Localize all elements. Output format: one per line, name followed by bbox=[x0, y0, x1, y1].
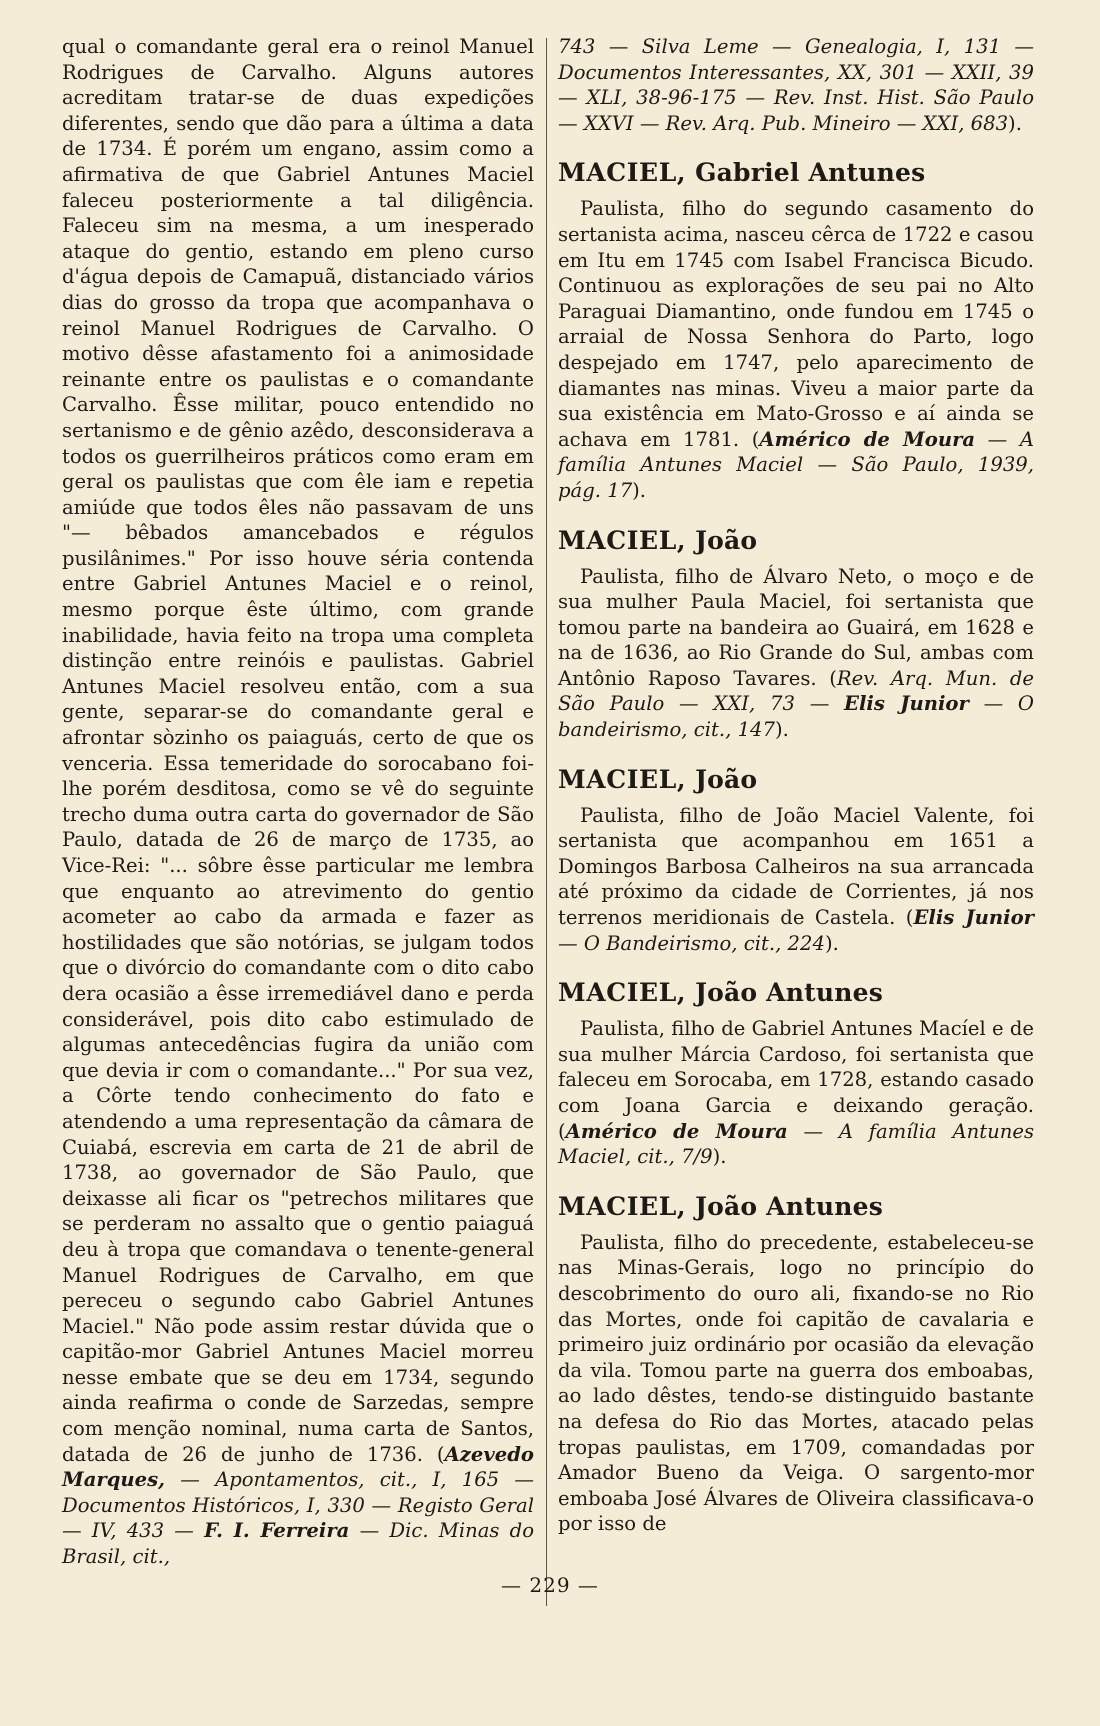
citation-author: Azevedo Marques, bbox=[62, 1442, 534, 1492]
continuation-end: ). bbox=[1008, 111, 1022, 135]
column-divider bbox=[546, 38, 547, 1606]
left-column-text bbox=[62, 34, 534, 1570]
entry-joao-antunes-2 bbox=[558, 1192, 1034, 1537]
citation-author: Américo de Moura bbox=[565, 1119, 788, 1143]
entry-given-name: Gabriel Antunes bbox=[686, 158, 926, 188]
citation-text: — O Bandeirismo, cit., 224 bbox=[558, 931, 825, 955]
entry-text: Paulista, filho de Álvaro Neto, o moço e de sua mulher Paula Maciel, foi sertanista que tomou parte na bandeira ao Guairá, em 1628 e na de 1636, ao Rio Grande do Sul, ambas com Antônio Raposo Tavares. ( bbox=[558, 564, 1034, 690]
citation-end: ). bbox=[632, 478, 647, 502]
entry-text: Paulista, filho do precedente, estabeleceu-se nas Minas-Gerais, logo no princípio do descobrimento do ouro ali, fixando-se no Rio das Mortes, onde foi capitão de cavalaria e primeiro juiz ordinário por ocasião da elevação da vila. Tomou parte na guerra dos emboabas, ao lado dêstes, tendo-se distinguido bastante na defesa do Rio das Mortes, atacado pelas tropas paulistas, em 1709, comandadas por Amador Bueno da Veiga. O sargento-mor emboaba José Álvares de Oliveira classificava-o por isso de bbox=[558, 1230, 1034, 1536]
entry-body bbox=[558, 803, 1034, 957]
entry-heading bbox=[558, 526, 1034, 556]
citation-text: — Dic. Minas do Brasil, cit., bbox=[62, 1519, 534, 1569]
entry-gabriel-antunes bbox=[558, 158, 1034, 503]
entry-surname: MACIEL, bbox=[558, 158, 687, 188]
entry-heading bbox=[558, 158, 1034, 188]
citation-author: F. I. Ferreira bbox=[204, 1519, 350, 1543]
citation-continuation bbox=[558, 34, 1034, 136]
entry-surname: MACIEL, bbox=[558, 978, 687, 1008]
entry-citation bbox=[558, 1120, 1034, 1169]
entry-body bbox=[558, 1016, 1034, 1170]
continuation-citation: 743 — Silva Leme — Genealogia, I, 131 — Documentos Interessantes, XX, 301 — XXII, 39 — XLI, 38-96-175 — Rev. Inst. Hist. São Paulo — XXVI — Rev. Arq. Pub. Mineiro — XXI, 683 bbox=[558, 35, 1034, 135]
entry-surname: MACIEL, bbox=[558, 764, 687, 794]
citation-end: ). bbox=[712, 1145, 727, 1169]
citation-end: ). bbox=[774, 718, 789, 742]
entry-heading bbox=[558, 1192, 1034, 1222]
citation-text: — O bandeirismo, cit., 147 bbox=[558, 692, 1034, 742]
entry-text: Paulista, filho de João Maciel Valente, foi sertanista que acompanhou em 1651 a Domingos Barbosa Calheiros na sua arrancada até próximo da cidade de Corrientes, já nos terrenos meridionais de Castela. ( bbox=[558, 803, 1034, 930]
citation-text: — A família Antunes Maciel, cit., 7/9 bbox=[558, 1119, 1035, 1169]
citation-text: Rev. Arq. Mun. de São Paulo — XXI, 73 — bbox=[558, 666, 1034, 716]
citation-text: — A família Antunes Maciel — São Paulo, 1939, pág. 17 bbox=[558, 427, 1035, 502]
entry-given-name: João bbox=[686, 525, 758, 555]
citation-text: — Apontamentos, cit., I, 165 — Documentos Históricos, I, 330 — Registo Geral — IV, 433 — bbox=[62, 1468, 534, 1543]
entry-heading bbox=[558, 765, 1034, 795]
entry-body bbox=[558, 1230, 1034, 1537]
entry-joao-1 bbox=[558, 526, 1034, 743]
entry-text: Paulista, filho de Gabriel Antunes Macíel e de sua mulher Márcia Cardoso, foi sertanista que faleceu em Sorocaba, em 1728, estando casado com Joana Garcia e deixando geração. ( bbox=[558, 1017, 1034, 1143]
left-body-text: qual o comandante geral era o reinol Manuel Rodrigues de Carvalho. Alguns autores acreditam tratar-se de duas expedições diferentes, sendo que dão para a última a data de 1734. É porém um engano, assim como a afirmativa de que Gabriel Antunes Maciel faleceu posteriormente a tal diligência. Faleceu sim na mesma, a um inesperado ataque do gentio, estando em pleno curso d'água depois de Camapuã, distanciado vários dias do grosso da tropa que acompanhava o reinol Manuel Rodrigues de Carvalho. O motivo dêsse afastamento foi a animosidade reinante entre os paulistas e o comandante Carvalho. Êsse militar, pouco entendido no sertanismo e de gênio azêdo, desconsiderava a todos os guerrilheiros práticos como eram em geral os paulistas que com êle iam e repetia amiúde que todos êles não passavam de uns "— bêbados amancebados e régulos pusilânimes." Por isso houve séria contenda entre Gabriel Antunes Maciel e o reinol, mesmo porque êste último, com grande inabilidade, havia feito na tropa uma completa distinção entre reinóis e paulistas. Gabriel Antunes Maciel resolveu então, com a sua gente, separar-se do comandante geral e afrontar sòzinho os paiaguás, certo de que os venceria. Essa temeridade do sorocabano foi-lhe porém desditosa, como se vê do seguinte trecho duma outra carta do governador de São Paulo, datada de 26 de março de 1735, ao Vice-Rei: "... sôbre êsse particular me lembra que enquanto ao atrevimento do gentio acometer ao cabo da armada e fazer as hostilidades que são notórias, se julgam todos que o divórcio do comandante com o dito cabo dera ocasião a êsse irremediável dano e perda considerável, pois dito cabo estimulado de algumas antecedências fugira da união com que devia ir com o comandante..." Por sua vez, a Côrte tendo conhecimento do fato e atendendo a uma representação da câmara de Cuiabá, escrevia em carta de 21 de abril de 1738, ao governador de São Paulo, que deixasse ali ficar os "petrechos militares que se perderam no assalto que o gentio paiaguá deu à tropa que comandava o tenente-general Manuel Rodrigues de Carvalho, em que pereceu o segundo cabo Gabriel Antunes Maciel." Não pode assim restar dúvida que o capitão-mor Gabriel Antunes Maciel morreu nesse embate que se deu em 1734, segundo ainda reafirma o conde de Sarzedas, sempre com menção nominal, numa carta de Santos, datada de 26 de junho de 1736. ( bbox=[62, 35, 534, 1466]
right-column bbox=[558, 34, 1034, 1559]
citation-author: Américo de Moura bbox=[759, 427, 976, 451]
entry-given-name: João Antunes bbox=[686, 1191, 884, 1221]
citation-author: Elis Junior bbox=[844, 692, 969, 716]
entry-joao-2 bbox=[558, 765, 1034, 957]
citation-author: Elis Junior bbox=[913, 906, 1034, 930]
entry-body bbox=[558, 196, 1034, 503]
entry-surname: MACIEL, bbox=[558, 1191, 687, 1221]
entry-text: Paulista, filho do segundo casamento do sertanista acima, nasceu cêrca de 1722 e casou em Itu em 1745 com Isabel Francisca Bicudo. Continuou as explorações de seu pai no Alto Paraguai Diamantino, onde fundou em 1745 o arraial de Nossa Senhora do Parto, logo despejado em 1747, pelo aparecimento de diamantes nas minas. Viveu a maior parte da sua existência em Mato-Grosso e aí ainda se achava em 1781. ( bbox=[558, 197, 1034, 451]
citation-end: ). bbox=[824, 931, 839, 955]
entry-given-name: João Antunes bbox=[686, 978, 884, 1008]
entry-surname: MACIEL, bbox=[558, 525, 687, 555]
left-column bbox=[62, 34, 534, 1570]
entry-given-name: João bbox=[686, 764, 758, 794]
entry-heading bbox=[558, 978, 1034, 1008]
entry-joao-antunes-1 bbox=[558, 978, 1034, 1170]
entry-body bbox=[558, 564, 1034, 743]
page-number: — 229 — bbox=[501, 1573, 599, 1597]
